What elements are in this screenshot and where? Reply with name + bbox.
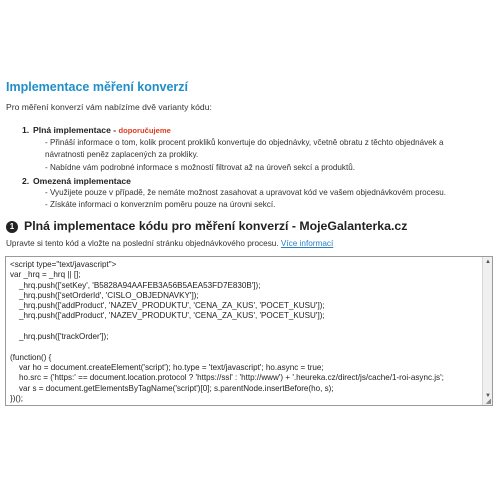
option-1-number: 1.: [22, 125, 30, 135]
more-info-link[interactable]: Více informací: [280, 239, 334, 248]
option-1-heading: [33, 125, 171, 135]
intro-text: Pro měření konverzí vám nabízíme dvě varianty kódu:: [6, 102, 212, 112]
option-2-bullet-1: - Využijete pouze v případě, že nemáte možnost zasahovat a upravovat kód ve vašem objednávkovém procesu.: [45, 188, 447, 197]
option-2-bullet-2: - Získáte informaci o konverzním poměru pouze na úrovni sekcí.: [45, 200, 276, 209]
option-2-number: 2.: [22, 176, 30, 186]
section-description: Upravte si tento kód a vložte na poslední stránku objednávkového procesu.: [6, 239, 279, 248]
recommended-badge: doporučujeme: [118, 126, 171, 135]
option-2-title: Omezená implementace: [33, 176, 131, 186]
section-description-line: [6, 239, 333, 248]
step-number-icon: 1: [6, 221, 18, 233]
option-1-separator: -: [110, 125, 119, 135]
scroll-up-icon[interactable]: ▲: [485, 259, 491, 265]
option-1-bullet-2: - Nabídne vám podrobné informace s možností filtrovat až na úroveň sekcí a produktů.: [45, 163, 355, 172]
scroll-down-icon[interactable]: ▼: [485, 393, 491, 399]
resize-grip-icon[interactable]: ◢: [485, 398, 491, 405]
option-1-title: Plná implementace: [33, 125, 111, 135]
tracking-code[interactable]: <script type="text/javascript"> var _hrq = _hrq || []; _hrq.push(['setKey', 'B5828A94AAFEB3A56B5AEA53FD7E830B']); _hrq.push(['setOrderId', 'CISLO_OBJEDNAVKY']); _hrq.push(['addProduct', 'NAZEV_PRODUKTU', 'CENA_ZA_KUS', 'POCET_KUSU']); _hrq.push(['addProduct', 'NAZEV_PRODUKTU', 'CENA_ZA_KUS', 'POCET_KUSU']); _hrq.push(['trackOrder']); (function() { var ho = document.createElement('script'); ho.type = 'text/javascript'; ho.async = true; ho.src = ('https:' == document.location.protocol ? 'https://ssl' : 'http://www') + '.heureka.cz/direct/js/cache/1-roi-async.js'; var s = document.getElementsByTagName('script')[0]; s.parentNode.insertBefore(ho, s); })();: [10, 260, 444, 403]
textarea-scrollbar[interactable]: [482, 257, 492, 405]
section-heading: Plná implementace kódu pro měření konverzí - MojeGalanterka.cz: [24, 219, 408, 233]
page-title: Implementace měření konverzí: [6, 80, 189, 94]
option-1-bullet-1: - Přináší informace o tom, kolik procent prokliků konvertuje do objednávky, včetně obratu z těchto objednávek a návratnosti peněz zaplacených za prokliky.: [45, 138, 444, 159]
code-textarea[interactable]: [5, 256, 493, 406]
